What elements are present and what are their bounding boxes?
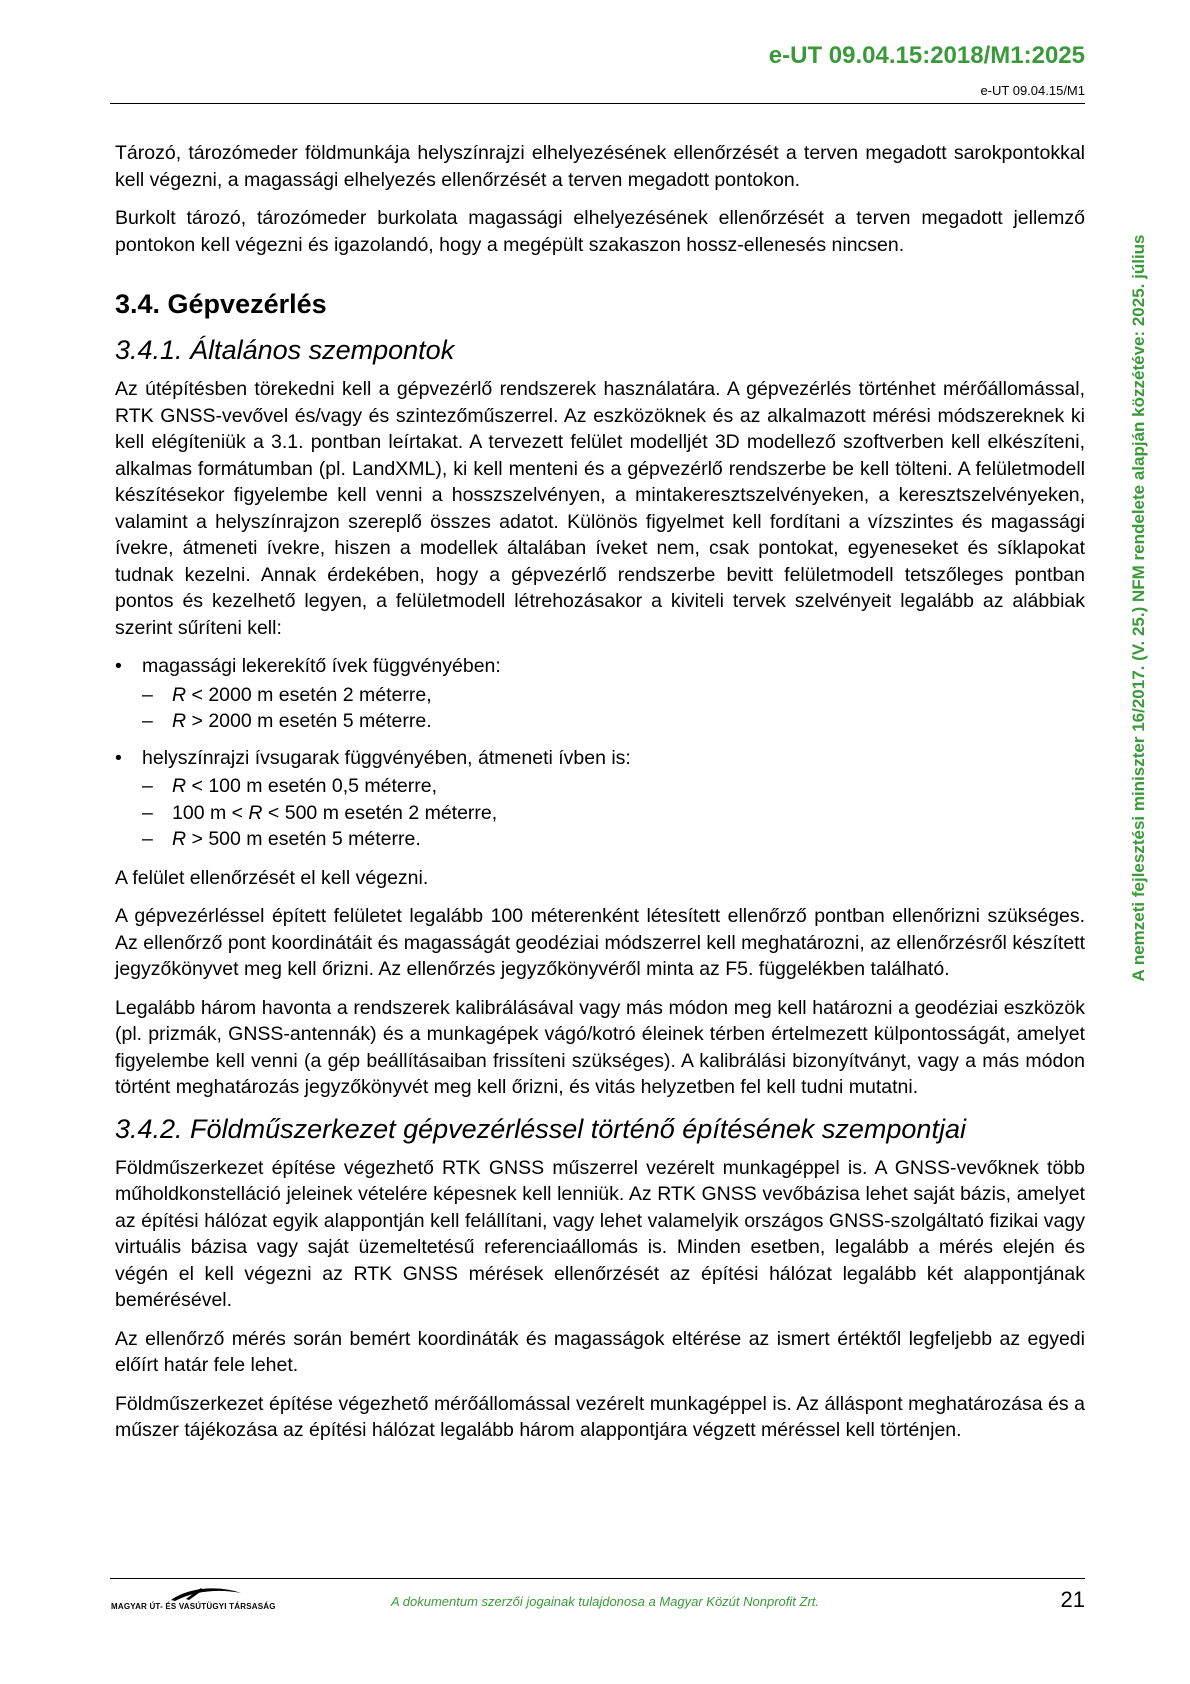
dash-item-text: < 2000 m esetén 2 méterre, [186, 683, 432, 706]
dash-item [142, 800, 1085, 827]
paragraph: Az ellenőrző mérés során bemért koordináták és magasságok eltérése az ismert értéktől legfeljebb az egyedi előírt határ fele lehet. [115, 1327, 1085, 1376]
paragraph: Legalább három havonta a rendszerek kalibrálásával vagy más módon meg kell határozni a geodéziai eszközök (pl. prizmák, GNSS-antennák) és a munkagépek vágó/kotró éleinek térben értelmezett külpontosságát, amelyet figyelembe kell venni (a gép beállításaiban frissíteni szükséges). A kalibrálási bizonyítványt, vagy a más módon történt meghatározás jegyzőkönyvét meg kell őrizni, és vitás helyzetben fel kell tudni mutatni. [115, 996, 1085, 1098]
dash-item-text: > 500 m esetén 5 méterre. [186, 828, 421, 850]
logo-swoosh-icon [111, 1584, 271, 1604]
dash-list [142, 682, 1085, 735]
variable-r: R [172, 710, 187, 732]
bullet-text: helyszínrajzi ívsugarak függvényében, átmeneti ívben is: [142, 746, 631, 769]
logo-text: MAGYAR ÚT- ÉS VASÚTÜGYI TÁRSASÁG [111, 1602, 276, 1611]
subsection-heading: 3.4.1. Általános szempontok [115, 335, 455, 365]
side-note-container [1127, 158, 1151, 1058]
document-code-short: e-UT 09.04.15/M1 [980, 83, 1085, 98]
variable-r: R [248, 801, 263, 824]
section-heading: 3.4. Gépvezérlés [115, 289, 327, 319]
document-code: e-UT 09.04.15:2018/M1:2025 [768, 42, 1085, 69]
side-publication-note: A nemzeti fejlesztési miniszter 16/2017. (V. 25.) NFM rendelete alapján közzétéve: 2025. július [1129, 234, 1148, 982]
copyright-notice: A dokumentum szerzői jogainak tulajdonosa a Magyar Közút Nonprofit Zrt. [390, 1594, 819, 1609]
page-content [115, 140, 1085, 1456]
bullet-list [115, 653, 1085, 853]
dash-item [142, 826, 1085, 853]
page-number: 21 [1060, 1587, 1085, 1612]
dash-item-text: > 2000 m esetén 5 méterre. [186, 710, 432, 732]
paragraph: Burkolt tározó, tározómeder burkolata magassági elhelyezésének ellenőrzését a terven megadott jellemző pontokon kell végezni és igazolandó, hogy a megépült szakaszon hossz-ellenesés nincsen. [115, 207, 1085, 256]
paragraph: Tározó, tározómeder földmunkája helyszínrajzi elhelyezésének ellenőrzését a terven megadott sarokpontokkal kell végezni, a magassági elhelyezés ellenőrzését a terven megadott pontokon. [115, 142, 1085, 191]
footer-divider [110, 1578, 1085, 1579]
society-logo [111, 1584, 276, 1616]
paragraph: Az útépítésben törekedni kell a gépvezérlő rendszerek használatára. A gépvezérlés történhet mérőállomással, RTK GNSS-vevővel és/vagy és szintezőműszerrel. Az eszközöknek és az alkalmazott mérési módszereknek ki kell elégíteniük a 3.1. pontban leírtakat. A tervezett felület modelljét 3D modellező szoftverben kell elkészíteni, alkalmas formátumban (pl. LandXML), ki kell menteni és a gépvezérlő rendszerbe be kell tölteni. A felületmodell készítésekor figyelembe kell venni a hosszszelvényen, a mintakeresztszelvényeken, a keresztszelvényeken, valamint a helyszínrajzon szereplő összes adatot. Különös figyelmet kell fordítani a vízszintes és magassági ívekre, átmeneti ívekre, hiszen a modellek általában íveket nem, csak pontokat, egyeneseket és síklapokat tudnak kezelni. Annak érdekében, hogy a gépvezérlő rendszerbe bevitt felületmodell tetszőleges pontban pontos és kezelhető legyen, a felületmodell létrehozásakor a kiviteli tervek szelvényeit legalább az alábbiak szerint sűríteni kell: [115, 378, 1085, 639]
paragraph: Földműszerkezet építése végezhető mérőállomással vezérelt munkagéppel is. Az álláspont meghatározása és a műszer tájékozása az építési hálózat legalább három alappontjára végzett méréssel kell történjen. [115, 1392, 1085, 1441]
bullet-text: magassági lekerekítő ívek függvényében: [142, 655, 501, 677]
dash-item [142, 708, 1085, 735]
dash-item-prefix: 100 m < [172, 801, 249, 824]
dash-list [142, 773, 1085, 853]
dash-item-text: < 100 m esetén 0,5 méterre, [186, 775, 438, 797]
dash-item [142, 773, 1085, 800]
dash-item [142, 682, 1085, 709]
paragraph: A felület ellenőrzését el kell végezni. [115, 866, 429, 889]
subsection-heading: 3.4.2. Földműszerkezet gépvezérléssel történő építésének szempontjai [115, 1113, 966, 1144]
bullet-item [115, 745, 1085, 853]
variable-r: R [172, 683, 187, 706]
dash-item-text: < 500 m esetén 2 méterre, [262, 801, 498, 824]
paragraph: Földműszerkezet építése végezhető RTK GNSS műszerrel vezérelt munkagéppel is. A GNSS-vevőknek több műholdkonstelláció jeleinek vételére képesnek kell lenniük. Az RTK GNSS vevőbázisa lehet saját bázis, amelyet az építési hálózat egyik alappontján kell felállítani, vagy lehet valamelyik országos GNSS-szolgáltató fizikai vagy virtuális bázisa vagy saját üzemeltetésű referenciaállomás is. Minden esetben, legalább a mérés elején és végén el kell végezni az RTK GNSS mérések ellenőrzését az építési hálózat legalább két alappontjának bemérésével. [115, 1156, 1085, 1311]
variable-r: R [172, 775, 187, 797]
header-divider [110, 103, 1085, 104]
bullet-item [115, 653, 1085, 735]
variable-r: R [172, 828, 187, 850]
paragraph: A gépvezérléssel épített felületet legalább 100 méterenként létesített ellenőrző pontban ellenőrizni szükséges. Az ellenőrző pont koordinátáit és magasságát geodéziai módszerrel kell meghatározni, az ellenőrzésről készített jegyzőkönyvet meg kell őrizni. Az ellenőrzés jegyzőkönyvéről minta az F5. függelékben található. [115, 905, 1085, 980]
